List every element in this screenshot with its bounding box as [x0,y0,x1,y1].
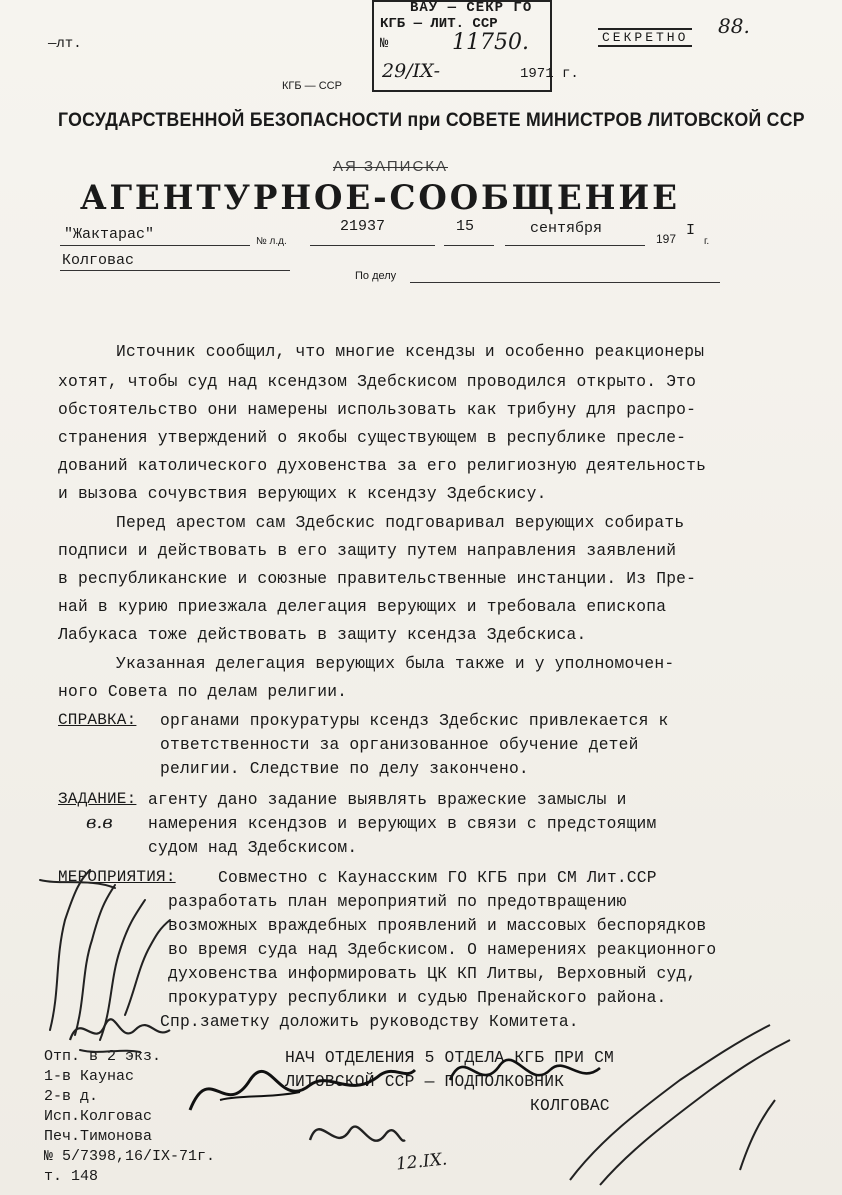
source-year-suffix: г. [704,236,710,247]
meropriyatiya-line: разработать план мероприятий по предотвращению [168,892,627,911]
meropriyatiya-line: возможных враждебных проявлений и массовых беспорядков [168,916,707,935]
document-title: АГЕНТУРНОЕ-СООБЩЕНИЕ [80,178,680,218]
source-month: сентября [530,220,603,237]
zadanie-line: агенту дано задание выявлять вражеские замыслы и [148,790,627,809]
body-line: подписи и действовать в его защиту путем направления заявлений [58,541,677,560]
stamp-number-label: № [380,36,389,52]
stamp-year: 1971 г. [520,66,579,82]
distribution-line: Отп. в 2 экз. [44,1048,162,1065]
signature-name: КОЛГОВАС [530,1096,610,1115]
distribution-line: 1-в Каунас [44,1068,135,1085]
secret-label: СЕКРЕТНО [598,28,692,47]
distribution-line: 2-в д. [44,1088,99,1105]
zadanie-label: ЗАДАНИЕ: [58,790,137,808]
body-line: хотят, чтобы суд над ксендзом Здебскисом проводился открыто. Это [58,372,697,391]
bottom-scribble [300,1100,410,1170]
spravka-line: религии. Следствие по делу закончено. [160,759,529,778]
source-day-underline [444,245,494,246]
source-year-prefix: 197 [656,232,677,246]
source-name: "Жактарас" [64,226,155,243]
meropriyatiya-line: Спр.заметку доложить руководству Комитета. [160,1012,579,1031]
spravka-line: ответственности за организованное обучение детей [160,735,639,754]
signature-line-1: НАЧ ОТДЕЛЕНИЯ 5 ОТДЕЛА КГБ ПРИ СМ [285,1048,615,1067]
body-line: Источник сообщил, что многие ксендзы и особенно реакционеры [116,342,705,361]
stamp-line-1: ВАУ — СЕКР ГО [410,0,533,16]
distribution-line: № 5/7398,16/IХ-71г. [44,1148,216,1165]
case-underline [410,282,720,283]
margin-handwriting: в.в [86,812,113,833]
meropriyatiya-label: МЕРОПРИЯТИЯ: [58,868,176,886]
meropriyatiya-line: во время суда над Здебскисом. О намерениях реакционного [168,940,717,959]
source-day: 15 [456,218,475,235]
source-number-underline [310,245,435,246]
distribution-line: Исп.Колговас [44,1108,153,1125]
handwritten-date: 12.IХ. [395,1149,449,1175]
received-by: Колговас [62,252,135,269]
body-line: Лабукаса тоже действовать в защиту ксендза Здебскиса. [58,625,587,644]
meropriyatiya-line: Совместно с Каунасским ГО КГБ при СМ Лит.ССР [218,868,657,887]
body-line: в республиканские и союзные правительственные инстанции. Из Пре- [58,569,697,588]
stamp-date: 29/IХ- [382,60,441,82]
meropriyatiya-line: прокуратуру республики и судью Пренайского района. [168,988,667,1007]
source-month-underline [505,245,645,246]
organization-header: ГОСУДАРСТВЕННОЙ БЕЗОПАСНОСТИ при СОВЕТЕ МИНИСТРОВ ЛИТОВСКОЙ ССР [58,110,805,131]
spravka-label: СПРАВКА: [58,711,137,729]
body-line: дований католического духовенства за его религиозную деятельность [58,456,707,475]
spravka-line: органами прокуратуры ксендз Здебскис привлекается к [160,711,669,730]
distribution-line: т. 148 [44,1168,99,1185]
diagonal-handwritten-note [560,1020,800,1190]
stamp-line-2: КГБ — ЛИТ. ССР [380,16,498,32]
source-number-label: № л.д. [256,236,287,247]
body-line: най в курию приезжала делегация верующих и требовала епископа [58,597,667,616]
body-line: странения утверждений о якобы существующем в республике пресле- [58,428,687,447]
kgb-label: КГБ — ССР [282,80,342,92]
zadanie-line: намерения ксендзов и верующих в связи с предстоящим [148,814,657,833]
zadanie-line: судом над Здебскисом. [148,838,358,857]
body-line: ного Совета по делам религии. [58,682,348,701]
corner-text: —лт. [48,36,82,52]
struck-title: АЯ ЗАПИСКА [333,158,449,175]
body-line: и вызова сочувствия верующих к ксендзу Здебскису. [58,484,547,503]
signature-line-2: ЛИТОВСКОЙ ССР — ПОДПОЛКОВНИК [285,1072,565,1091]
body-line: Указанная делегация верующих была также и у уполномочен- [116,654,675,673]
body-line: Перед арестом сам Здебскис подговаривал верующих собирать [116,513,685,532]
meropriyatiya-line: духовенства информировать ЦК КП Литвы, Верховный суд, [168,964,697,983]
case-label: По делу [355,270,397,282]
source-name-underline [60,245,250,246]
distribution-line: Печ.Тимонова [44,1128,153,1145]
initials-signature [60,1000,180,1060]
received-underline [60,270,290,271]
source-number: 21937 [340,218,386,235]
stamp-number: 11750. [452,30,529,55]
source-year-digit: I [686,222,696,239]
page-number: 88. [718,14,750,38]
body-line: обстоятельство они намерены использовать как трибуну для распро- [58,400,697,419]
